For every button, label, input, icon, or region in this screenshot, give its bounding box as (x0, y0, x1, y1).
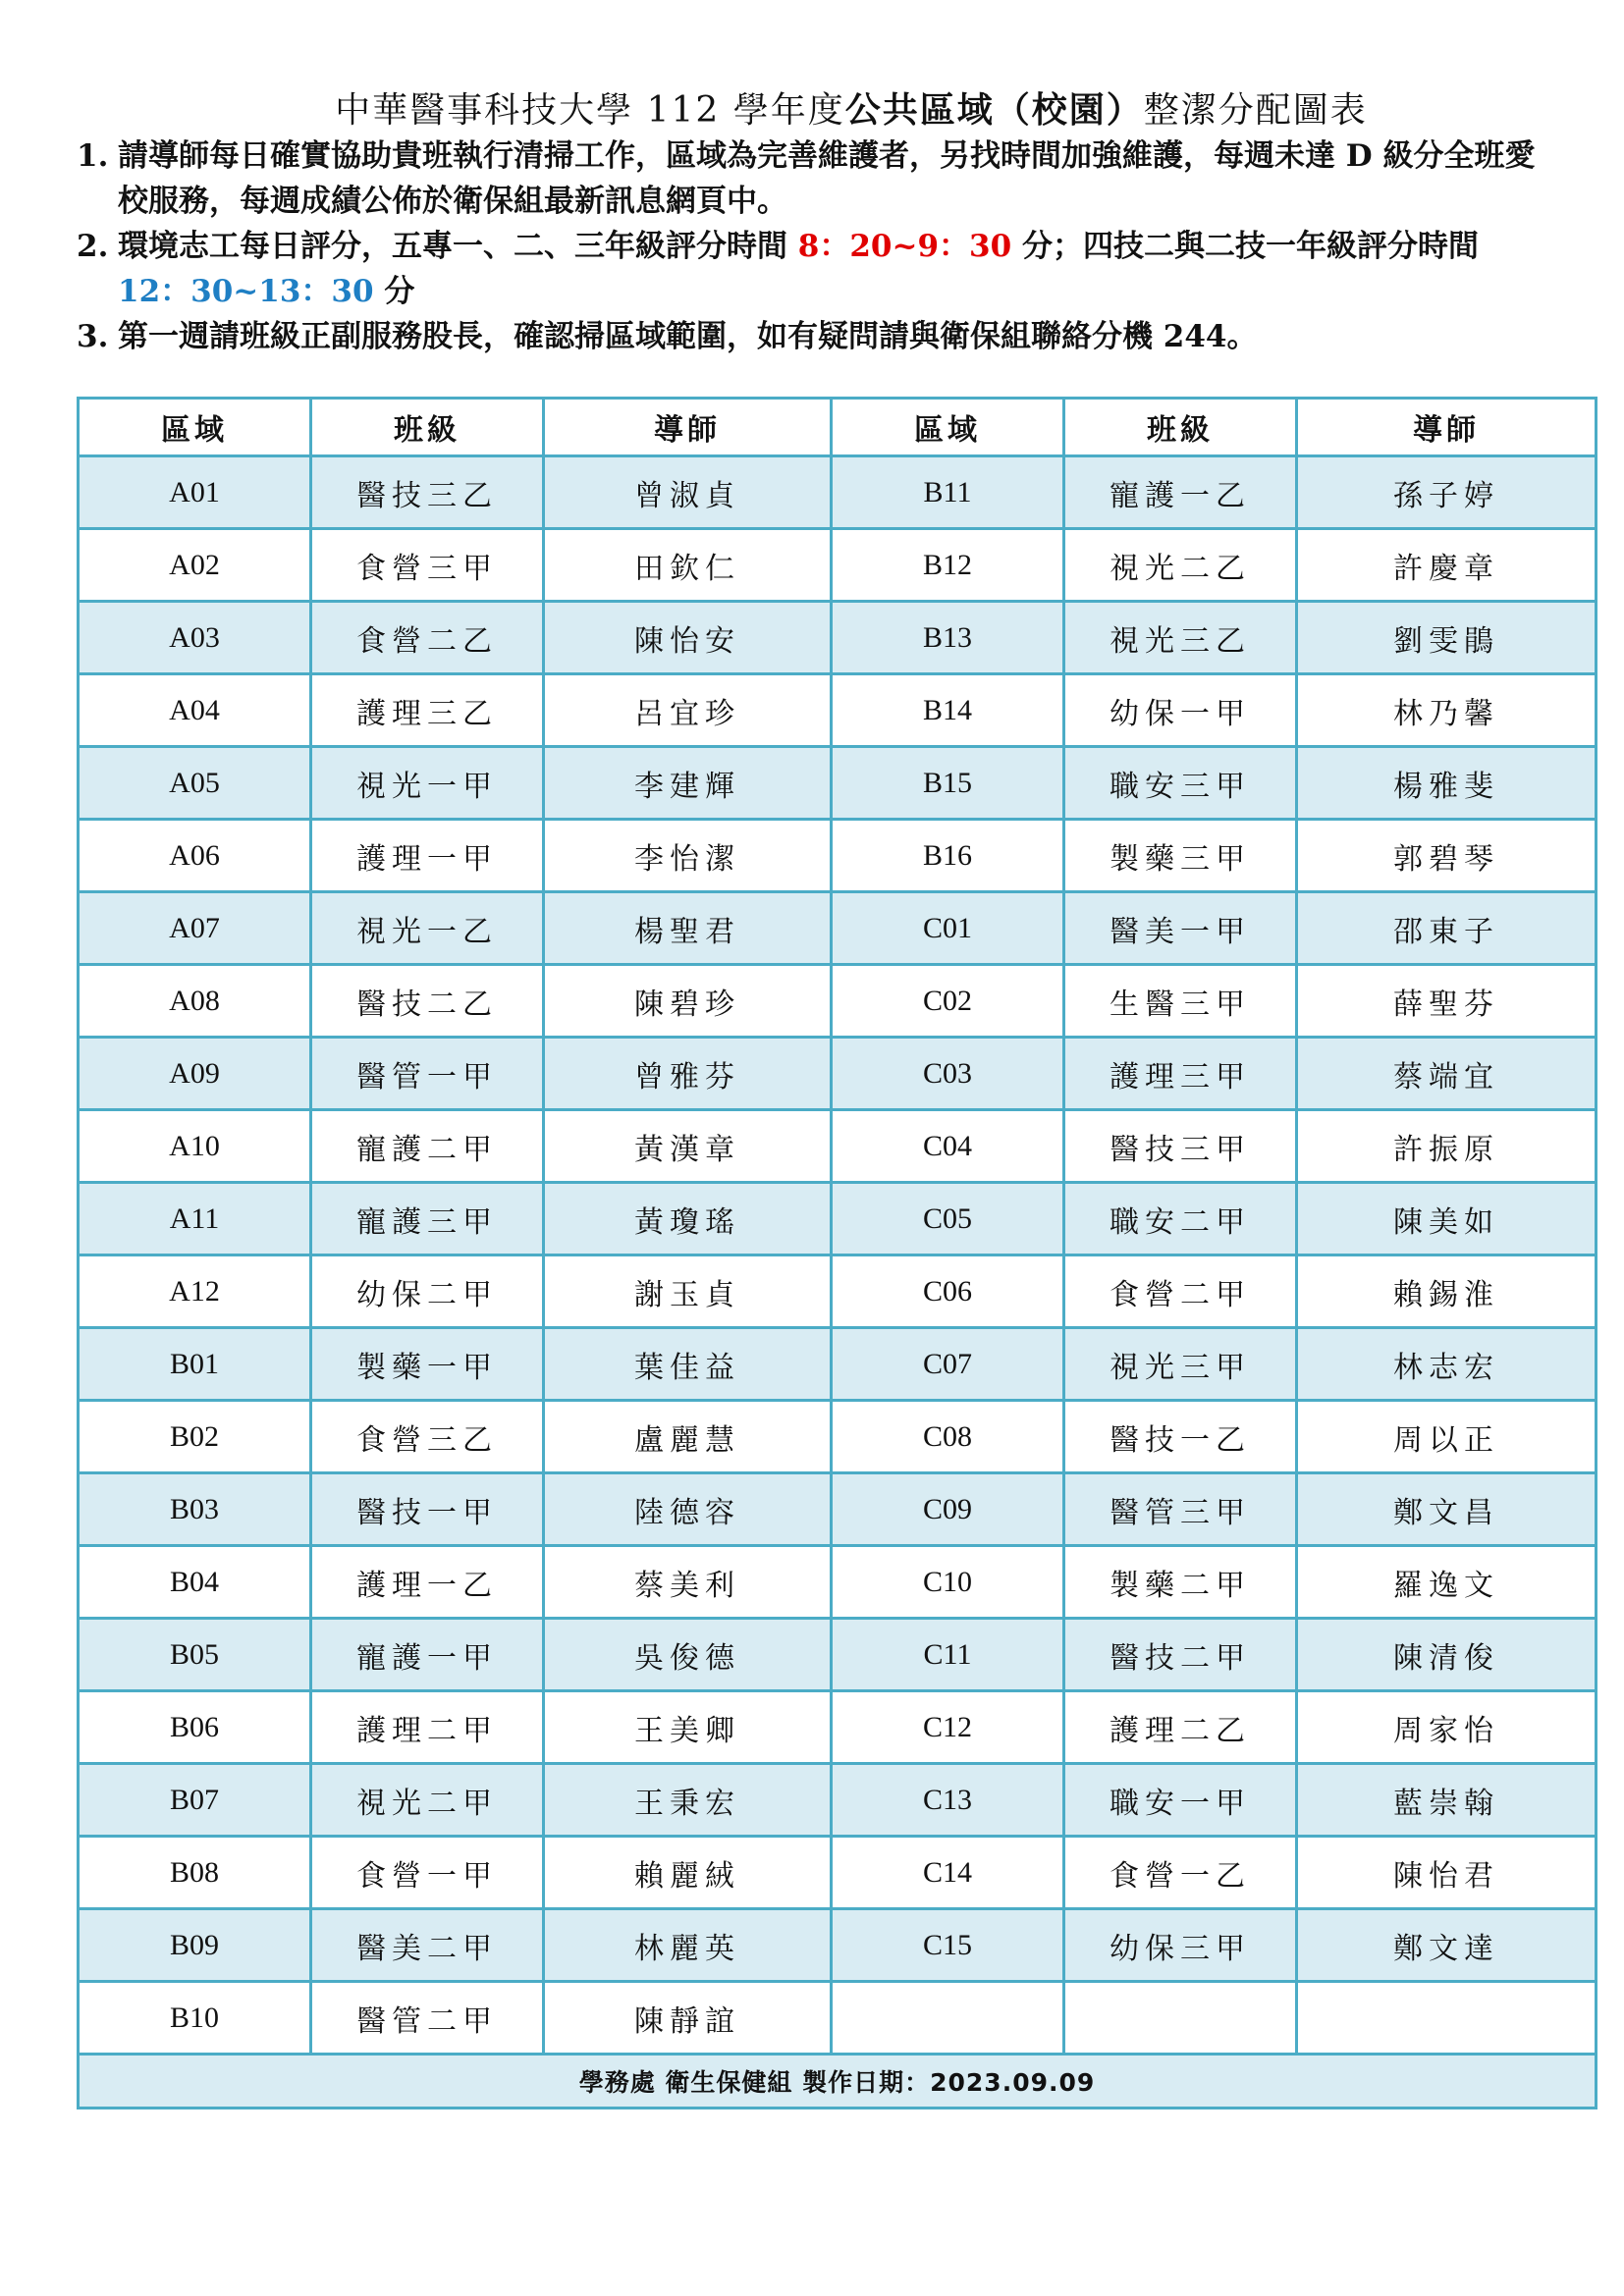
table-row (79, 1110, 1597, 1183)
class-cell: 食營一乙 (1064, 1837, 1297, 1909)
title-bold: 公共區域（校園） (844, 89, 1144, 131)
class-cell: 醫美二甲 (311, 1909, 544, 1982)
class-cell: 食營三甲 (311, 529, 544, 602)
class-cell: 醫管二甲 (311, 1982, 544, 2055)
table-row (79, 1619, 1597, 1691)
table-row (79, 1546, 1597, 1619)
area-cell: C09 (832, 1473, 1064, 1546)
note-1 (77, 133, 1559, 224)
teacher-cell: 賴錫淮 (1297, 1255, 1597, 1328)
teacher-cell: 王秉宏 (544, 1764, 832, 1837)
teacher-cell: 許振原 (1297, 1110, 1597, 1183)
class-cell: 寵護三甲 (311, 1183, 544, 1255)
table-row (79, 1038, 1597, 1110)
class-cell: 幼保二甲 (311, 1255, 544, 1328)
class-cell: 製藥一甲 (311, 1328, 544, 1401)
class-cell: 職安二甲 (1064, 1183, 1297, 1255)
area-cell: B11 (832, 456, 1064, 529)
class-cell: 視光二乙 (1064, 529, 1297, 602)
teacher-cell: 羅逸文 (1297, 1546, 1597, 1619)
area-cell: A02 (79, 529, 311, 602)
table-row (79, 1837, 1597, 1909)
table-row (79, 1183, 1597, 1255)
class-cell: 食營三乙 (311, 1401, 544, 1473)
class-cell: 醫技三甲 (1064, 1110, 1297, 1183)
area-cell: A10 (79, 1110, 311, 1183)
noon-time: 12：30~13：30 (118, 274, 374, 309)
footer-credit: 學務處 衛生保健組 製作日期：2023.09.09 (79, 2055, 1597, 2109)
note-2 (77, 224, 1559, 314)
class-cell: 幼保三甲 (1064, 1909, 1297, 1982)
table-row (79, 747, 1597, 820)
area-cell: B12 (832, 529, 1064, 602)
teacher-cell: 陳怡君 (1297, 1837, 1597, 1909)
class-cell: 寵護一甲 (311, 1619, 544, 1691)
class-cell: 視光二甲 (311, 1764, 544, 1837)
table-row (79, 1255, 1597, 1328)
class-cell: 寵護一乙 (1064, 456, 1297, 529)
morning-time: 8：20~9：30 (797, 229, 1012, 264)
area-cell: C07 (832, 1328, 1064, 1401)
class-cell: 護理一甲 (311, 820, 544, 892)
teacher-cell: 陳清俊 (1297, 1619, 1597, 1691)
allocation-table (77, 397, 1597, 2109)
header-teacher-right: 導師 (1297, 399, 1597, 456)
teacher-cell: 陳碧珍 (544, 965, 832, 1038)
class-cell: 生醫三甲 (1064, 965, 1297, 1038)
header-teacher-left: 導師 (544, 399, 832, 456)
teacher-cell: 曾淑貞 (544, 456, 832, 529)
class-cell: 醫管一甲 (311, 1038, 544, 1110)
instructions (77, 133, 1559, 359)
teacher-cell: 孫子婷 (1297, 456, 1597, 529)
class-cell: 寵護二甲 (311, 1110, 544, 1183)
area-cell: B09 (79, 1909, 311, 1982)
teacher-cell: 楊雅斐 (1297, 747, 1597, 820)
teacher-cell: 陳靜誼 (544, 1982, 832, 2055)
area-cell: B13 (832, 602, 1064, 674)
area-cell: B02 (79, 1401, 311, 1473)
area-cell: B03 (79, 1473, 311, 1546)
area-cell: A09 (79, 1038, 311, 1110)
teacher-cell: 邵東子 (1297, 892, 1597, 965)
teacher-cell: 李怡潔 (544, 820, 832, 892)
note-2-part-a: 環境志工每日評分，五專一、二、三年級評分時間 (118, 229, 798, 264)
area-cell: B15 (832, 747, 1064, 820)
area-cell: C14 (832, 1837, 1064, 1909)
area-cell: C15 (832, 1909, 1064, 1982)
area-cell: C10 (832, 1546, 1064, 1619)
teacher-cell: 田欽仁 (544, 529, 832, 602)
teacher-cell: 李建輝 (544, 747, 832, 820)
teacher-cell: 賴麗絨 (544, 1837, 832, 1909)
teacher-cell: 許慶章 (1297, 529, 1597, 602)
teacher-cell: 吳俊德 (544, 1619, 832, 1691)
teacher-cell: 蔡美利 (544, 1546, 832, 1619)
teacher-cell: 蔡端宜 (1297, 1038, 1597, 1110)
area-cell: C08 (832, 1401, 1064, 1473)
teacher-cell: 郭碧琴 (1297, 820, 1597, 892)
teacher-cell: 林志宏 (1297, 1328, 1597, 1401)
note-3-number: 3. (77, 319, 109, 354)
teacher-cell: 黃瓊瑤 (544, 1183, 832, 1255)
table-footer-row (79, 2055, 1597, 2109)
teacher-cell: 劉雯鵑 (1297, 602, 1597, 674)
area-cell: A12 (79, 1255, 311, 1328)
note-2-number: 2. (77, 229, 109, 264)
class-cell: 醫美一甲 (1064, 892, 1297, 965)
class-cell: 視光一乙 (311, 892, 544, 965)
class-cell: 食營二甲 (1064, 1255, 1297, 1328)
area-cell: C11 (832, 1619, 1064, 1691)
class-cell: 護理一乙 (311, 1546, 544, 1619)
area-cell: B05 (79, 1619, 311, 1691)
teacher-cell: 薛聖芬 (1297, 965, 1597, 1038)
area-cell: C06 (832, 1255, 1064, 1328)
teacher-cell: 王美卿 (544, 1691, 832, 1764)
class-cell: 職安三甲 (1064, 747, 1297, 820)
class-cell: 醫技二甲 (1064, 1619, 1297, 1691)
note-2-text (118, 224, 1559, 314)
class-cell: 視光三甲 (1064, 1328, 1297, 1401)
class-cell: 護理三甲 (1064, 1038, 1297, 1110)
class-cell: 醫技三乙 (311, 456, 544, 529)
teacher-cell: 陳怡安 (544, 602, 832, 674)
area-cell: B06 (79, 1691, 311, 1764)
area-cell: C03 (832, 1038, 1064, 1110)
area-cell: C01 (832, 892, 1064, 965)
class-cell: 製藥二甲 (1064, 1546, 1297, 1619)
teacher-cell: 鄭文昌 (1297, 1473, 1597, 1546)
table-row (79, 965, 1597, 1038)
area-cell: A11 (79, 1183, 311, 1255)
header-area-right: 區域 (832, 399, 1064, 456)
teacher-cell: 盧麗慧 (544, 1401, 832, 1473)
teacher-cell: 葉佳益 (544, 1328, 832, 1401)
area-cell: A06 (79, 820, 311, 892)
table-row (79, 1328, 1597, 1401)
area-cell: A05 (79, 747, 311, 820)
class-cell: 幼保一甲 (1064, 674, 1297, 747)
teacher-cell: 呂宜珍 (544, 674, 832, 747)
table-row (79, 1909, 1597, 1982)
teacher-cell: 周家怡 (1297, 1691, 1597, 1764)
area-cell: C05 (832, 1183, 1064, 1255)
class-cell: 職安一甲 (1064, 1764, 1297, 1837)
area-cell (832, 1982, 1064, 2055)
class-cell: 醫管三甲 (1064, 1473, 1297, 1546)
title-suffix: 整潔分配圖表 (1143, 90, 1368, 131)
teacher-cell: 曾雅芬 (544, 1038, 832, 1110)
area-cell: B10 (79, 1982, 311, 2055)
page-title (0, 82, 1624, 133)
table-row (79, 674, 1597, 747)
area-cell: A04 (79, 674, 311, 747)
teacher-cell (1297, 1982, 1597, 2055)
teacher-cell: 楊聖君 (544, 892, 832, 965)
area-cell: A03 (79, 602, 311, 674)
area-cell: A08 (79, 965, 311, 1038)
teacher-cell: 藍崇翰 (1297, 1764, 1597, 1837)
area-cell: C13 (832, 1764, 1064, 1837)
table-row (79, 1691, 1597, 1764)
teacher-cell: 周以正 (1297, 1401, 1597, 1473)
table-row (79, 1473, 1597, 1546)
class-cell: 食營一甲 (311, 1837, 544, 1909)
note-1-number: 1. (77, 138, 109, 174)
teacher-cell: 黃漢章 (544, 1110, 832, 1183)
teacher-cell: 陸德容 (544, 1473, 832, 1546)
teacher-cell: 林麗英 (544, 1909, 832, 1982)
area-cell: B08 (79, 1837, 311, 1909)
class-cell: 醫技一乙 (1064, 1401, 1297, 1473)
area-cell: C02 (832, 965, 1064, 1038)
class-cell: 視光三乙 (1064, 602, 1297, 674)
teacher-cell: 鄭文達 (1297, 1909, 1597, 1982)
note-3-text: 第一週請班級正副服務股長，確認掃區域範圍，如有疑問請與衛保組聯絡分機 244。 (118, 319, 1258, 354)
area-cell: B14 (832, 674, 1064, 747)
area-cell: B04 (79, 1546, 311, 1619)
note-2-part-c: 分 (373, 274, 415, 309)
table-row (79, 456, 1597, 529)
class-cell: 食營二乙 (311, 602, 544, 674)
area-cell: C04 (832, 1110, 1064, 1183)
table-row (79, 892, 1597, 965)
area-cell: A07 (79, 892, 311, 965)
table-row (79, 1764, 1597, 1837)
header-area-left: 區域 (79, 399, 311, 456)
class-cell (1064, 1982, 1297, 2055)
table-row (79, 529, 1597, 602)
header-class-right: 班級 (1064, 399, 1297, 456)
table-row (79, 820, 1597, 892)
table-row (79, 1982, 1597, 2055)
area-cell: C12 (832, 1691, 1064, 1764)
class-cell: 製藥三甲 (1064, 820, 1297, 892)
teacher-cell: 林乃馨 (1297, 674, 1597, 747)
class-cell: 護理三乙 (311, 674, 544, 747)
teacher-cell: 陳美如 (1297, 1183, 1597, 1255)
area-cell: B16 (832, 820, 1064, 892)
note-3 (77, 314, 1559, 359)
teacher-cell: 謝玉貞 (544, 1255, 832, 1328)
class-cell: 醫技一甲 (311, 1473, 544, 1546)
table-row (79, 602, 1597, 674)
area-cell: B07 (79, 1764, 311, 1837)
class-cell: 視光一甲 (311, 747, 544, 820)
class-cell: 護理二甲 (311, 1691, 544, 1764)
class-cell: 護理二乙 (1064, 1691, 1297, 1764)
note-1-text: 請導師每日確實協助貴班執行清掃工作，區域為完善維護者，另找時間加強維護，每週未達 D 級分全班愛校服務，每週成績公佈於衛保組最新訊息網頁中。 (118, 138, 1536, 219)
table-row (79, 1401, 1597, 1473)
note-2-part-b: 分；四技二與二技一年級評分時間 (1011, 229, 1479, 264)
header-class-left: 班級 (311, 399, 544, 456)
class-cell: 醫技二乙 (311, 965, 544, 1038)
title-prefix: 中華醫事科技大學 112 學年度 (335, 90, 845, 131)
area-cell: B01 (79, 1328, 311, 1401)
table-header-row (79, 399, 1597, 456)
area-cell: A01 (79, 456, 311, 529)
